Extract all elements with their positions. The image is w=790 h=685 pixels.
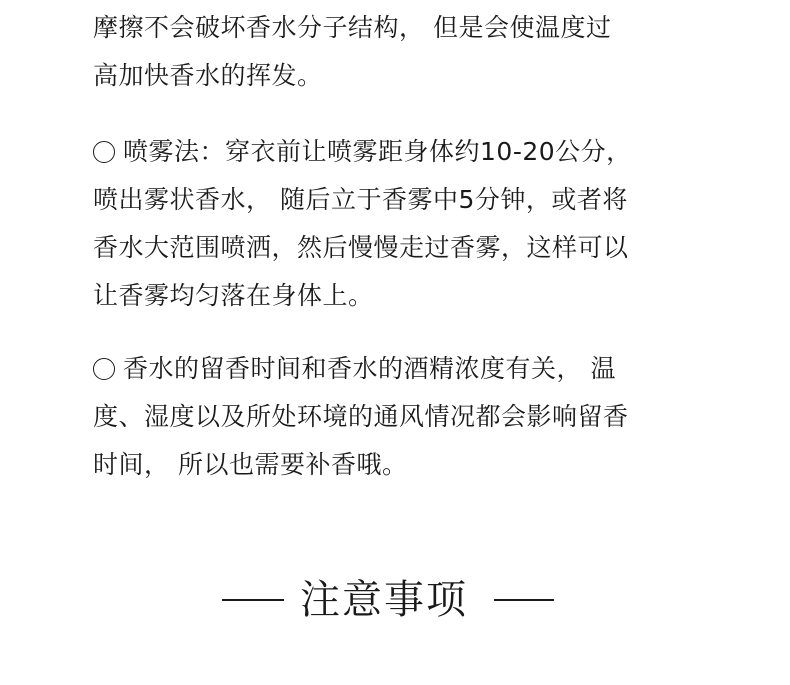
paragraph-line: 摩擦不会破坏香水分子结构， 但是会使温度过 xyxy=(93,13,612,42)
paragraph-line-with-bullet xyxy=(93,128,632,176)
paragraph-line: 高加快香水的挥发。 xyxy=(93,61,323,90)
circle-icon xyxy=(93,141,115,163)
paragraph-line: 喷出雾状香水， 随后立于香雾中5分钟，或者将 xyxy=(93,185,628,214)
section-title: 注意事项 xyxy=(300,577,468,623)
paragraph-line-with-bullet xyxy=(93,345,629,393)
paragraph-spray-method xyxy=(93,128,632,320)
paragraph-line: 喷雾法：穿衣前让喷雾距身体约10-20公分， xyxy=(123,137,632,166)
paragraph-line: 时间， 所以也需要补香哦。 xyxy=(93,450,408,479)
section-heading xyxy=(0,570,790,630)
paragraph-friction xyxy=(93,4,611,100)
heading-rule-left xyxy=(222,599,284,601)
paragraph-line: 度、湿度以及所处环境的通风情况都会影响留香 xyxy=(93,402,629,431)
paragraph-line: 让香雾均匀落在身体上。 xyxy=(93,281,374,310)
paragraph-longevity xyxy=(93,345,629,489)
circle-icon xyxy=(93,358,115,380)
heading-rule-right xyxy=(494,599,554,601)
paragraph-line: 香水大范围喷洒，然后慢慢走过香雾，这样可以 xyxy=(93,233,629,262)
paragraph-line: 香水的留香时间和香水的酒精浓度有关， 温 xyxy=(123,354,616,383)
